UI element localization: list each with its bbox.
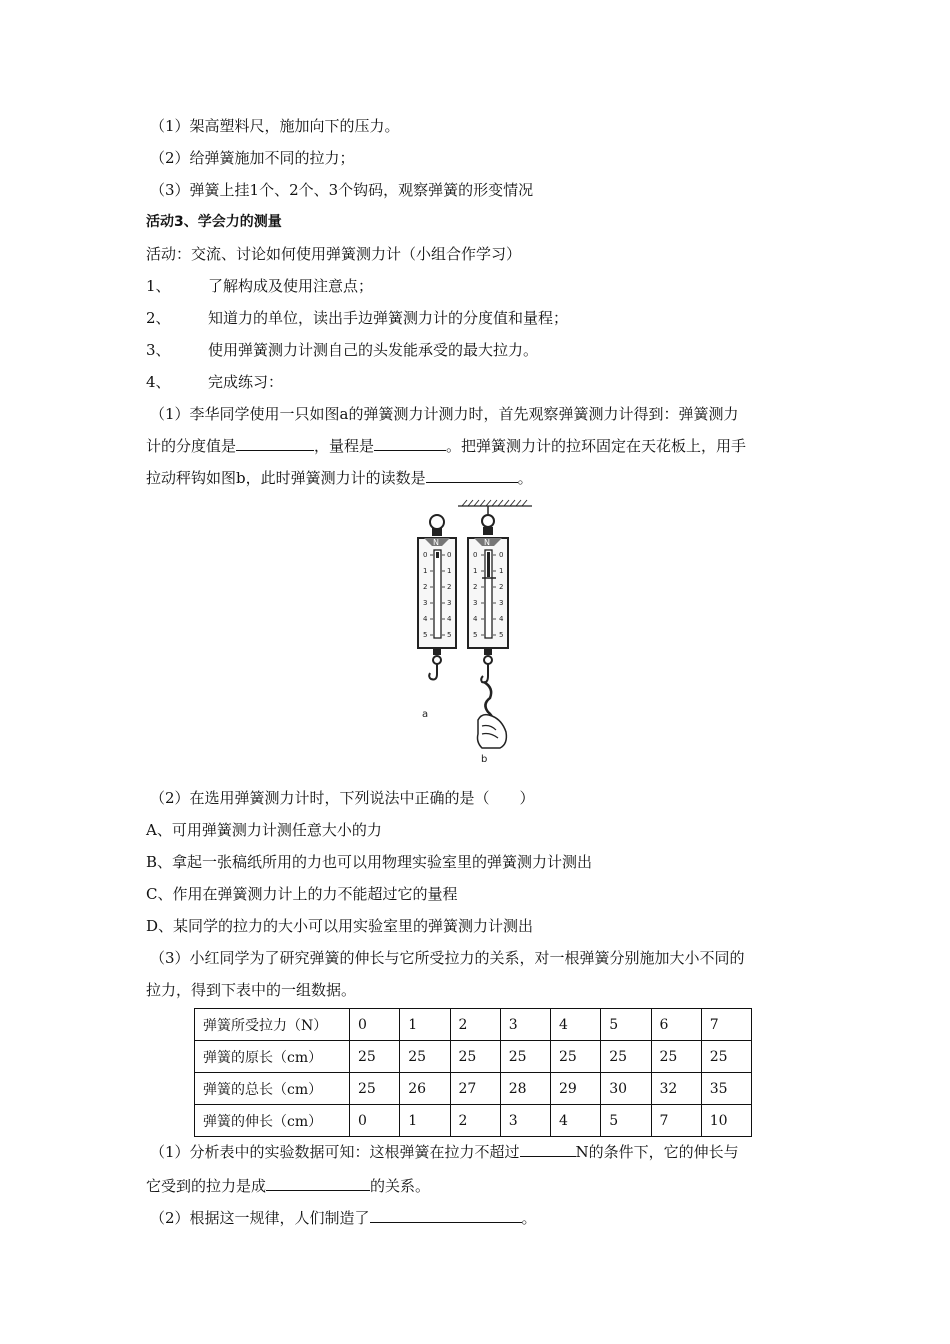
scale-tick-label: 1	[423, 567, 428, 575]
scale-tick-label: 2	[423, 583, 428, 591]
scale-unit-label: N	[433, 538, 439, 547]
step-number: 2、	[146, 309, 171, 327]
spring-scale-b	[468, 515, 508, 765]
text-line: 计的分度值是 ，量程是 。把弹簧测力计的拉环固定在天花板上，用手	[146, 437, 747, 455]
table-cell: 25	[450, 1041, 500, 1073]
option-c: C、作用在弹簧测力计上的力不能超过它的量程	[146, 885, 458, 903]
scale-tick-label: 0	[473, 551, 478, 559]
table-row	[195, 1073, 752, 1105]
question-text: 拉力，得到下表中的一组数据。	[146, 981, 357, 999]
table-row	[195, 1041, 752, 1073]
text-line: （1）李华同学使用一只如图a的弹簧测力计测力时，首先观察弹簧测力计得到：弹簧测力	[150, 405, 739, 423]
table-cell: 25	[551, 1041, 601, 1073]
table-cell: 5	[601, 1009, 651, 1041]
scale-tick-label: 2	[447, 583, 452, 591]
answer-blank	[266, 1176, 370, 1191]
table-cell: 25	[701, 1041, 751, 1073]
text-line: （1）分析表中的实验数据可知：这根弹簧在拉力不超过 N的条件下，它的伸长与	[150, 1143, 739, 1161]
option-d: D、某同学的拉力的大小可以用实验室里的弹簧测力计测出	[146, 917, 534, 935]
scale-tick-label: 5	[423, 631, 428, 639]
table-cell: 26	[400, 1073, 450, 1105]
table-cell: 25	[500, 1041, 550, 1073]
table-cell: 3	[500, 1009, 550, 1041]
section-heading: 活动3、学会力的测量	[146, 214, 282, 230]
row-label: 弹簧的总长（cm）	[195, 1073, 350, 1105]
step-text: 了解构成及使用注意点；	[208, 277, 374, 295]
row-label: 弹簧所受拉力（N）	[195, 1009, 350, 1041]
table-cell: 4	[551, 1009, 601, 1041]
scale-tick-label: 0	[499, 551, 504, 559]
step-number: 3、	[146, 341, 171, 359]
table-cell: 25	[601, 1041, 651, 1073]
table-cell: 7	[701, 1009, 751, 1041]
text-line: 拉动秤钩如图b，此时弹簧测力计的读数是 。	[146, 469, 533, 487]
table-cell: 5	[601, 1105, 651, 1137]
table-cell: 25	[350, 1041, 400, 1073]
step-number: 4、	[146, 373, 171, 391]
scale-tick-label: 3	[447, 599, 452, 607]
scale-tick-label: 4	[499, 615, 504, 623]
table-cell: 25	[400, 1041, 450, 1073]
scale-tick-label: 5	[447, 631, 452, 639]
table-cell: 35	[701, 1073, 751, 1105]
table-row	[195, 1009, 752, 1041]
answer-blank	[426, 468, 518, 483]
figure-label-b: b	[481, 754, 488, 765]
step-item	[146, 308, 568, 328]
scale-tick-label: 3	[423, 599, 428, 607]
scale-tick-label: 3	[473, 599, 478, 607]
spring-scale-figure	[410, 498, 532, 768]
step-item	[146, 372, 283, 392]
table-cell: 28	[500, 1073, 550, 1105]
scale-tick-label: 5	[473, 631, 478, 639]
row-label: 弹簧的原长（cm）	[195, 1041, 350, 1073]
scale-tick-label: 0	[447, 551, 452, 559]
table-cell: 3	[500, 1105, 550, 1137]
row-label: 弹簧的伸长（cm）	[195, 1105, 350, 1137]
scale-tick-label: 1	[499, 567, 504, 575]
step-text: 知道力的单位，读出手边弹簧测力计的分度值和量程；	[208, 309, 569, 327]
answer-blank	[370, 1208, 522, 1223]
table-cell: 27	[450, 1073, 500, 1105]
table-row	[195, 1105, 752, 1137]
scale-tick-label: 1	[473, 567, 478, 575]
table-cell: 0	[350, 1105, 400, 1137]
table-cell: 25	[350, 1073, 400, 1105]
table-cell: 6	[651, 1009, 701, 1041]
step-item	[146, 276, 373, 296]
question-text: （3）小红同学为了研究弹簧的伸长与它所受拉力的关系，对一根弹簧分别施加大小不同的	[150, 949, 745, 967]
table-cell: 29	[551, 1073, 601, 1105]
table-cell: 2	[450, 1105, 500, 1137]
text-line: （3）弹簧上挂1个、2个、3个钩码，观察弹簧的形变情况	[150, 181, 534, 199]
option-a: A、可用弹簧测力计测任意大小的力	[146, 821, 382, 839]
text-line: （2）给弹簧施加不同的拉力；	[150, 149, 355, 167]
table-cell: 4	[551, 1105, 601, 1137]
table-cell: 7	[651, 1105, 701, 1137]
scale-tick-label: 3	[499, 599, 504, 607]
answer-blank	[520, 1142, 576, 1157]
spring-scale-a	[418, 515, 456, 720]
table-cell: 1	[400, 1009, 450, 1041]
scale-tick-label: 2	[473, 583, 478, 591]
text-line: （2）根据这一规律，人们制造了 。	[150, 1209, 537, 1227]
table-cell: 0	[350, 1009, 400, 1041]
answer-blank	[236, 436, 314, 451]
step-item	[146, 340, 538, 360]
scale-tick-label: 4	[423, 615, 428, 623]
answer-blank	[374, 436, 446, 451]
step-text: 完成练习：	[208, 373, 284, 391]
table-cell: 1	[400, 1105, 450, 1137]
figure-label-a: a	[422, 709, 429, 720]
table-cell: 30	[601, 1073, 651, 1105]
data-table	[194, 1008, 752, 1137]
scale-tick-label: 5	[499, 631, 504, 639]
table-cell: 32	[651, 1073, 701, 1105]
text-line: 活动：交流、讨论如何使用弹簧测力计（小组合作学习）	[146, 245, 522, 263]
scale-tick-label: 1	[447, 567, 452, 575]
scale-unit-label: N	[484, 538, 490, 547]
option-b: B、拿起一张稿纸所用的力也可以用物理实验室里的弹簧测力计测出	[146, 853, 593, 871]
scale-tick-label: 4	[473, 615, 478, 623]
table-cell: 25	[651, 1041, 701, 1073]
text-line: 它受到的拉力是成 的关系。	[146, 1177, 431, 1195]
question-text: （2）在选用弹簧测力计时，下列说法中正确的是（ ）	[150, 789, 535, 807]
text-line: （1）架高塑料尺，施加向下的压力。	[150, 117, 400, 135]
scale-tick-label: 4	[447, 615, 452, 623]
scale-tick-label: 0	[423, 551, 428, 559]
step-text: 使用弹簧测力计测自己的头发能承受的最大拉力。	[208, 341, 539, 359]
step-number: 1、	[146, 277, 171, 295]
scale-tick-label: 2	[499, 583, 504, 591]
table-cell: 2	[450, 1009, 500, 1041]
table-cell: 10	[701, 1105, 751, 1137]
